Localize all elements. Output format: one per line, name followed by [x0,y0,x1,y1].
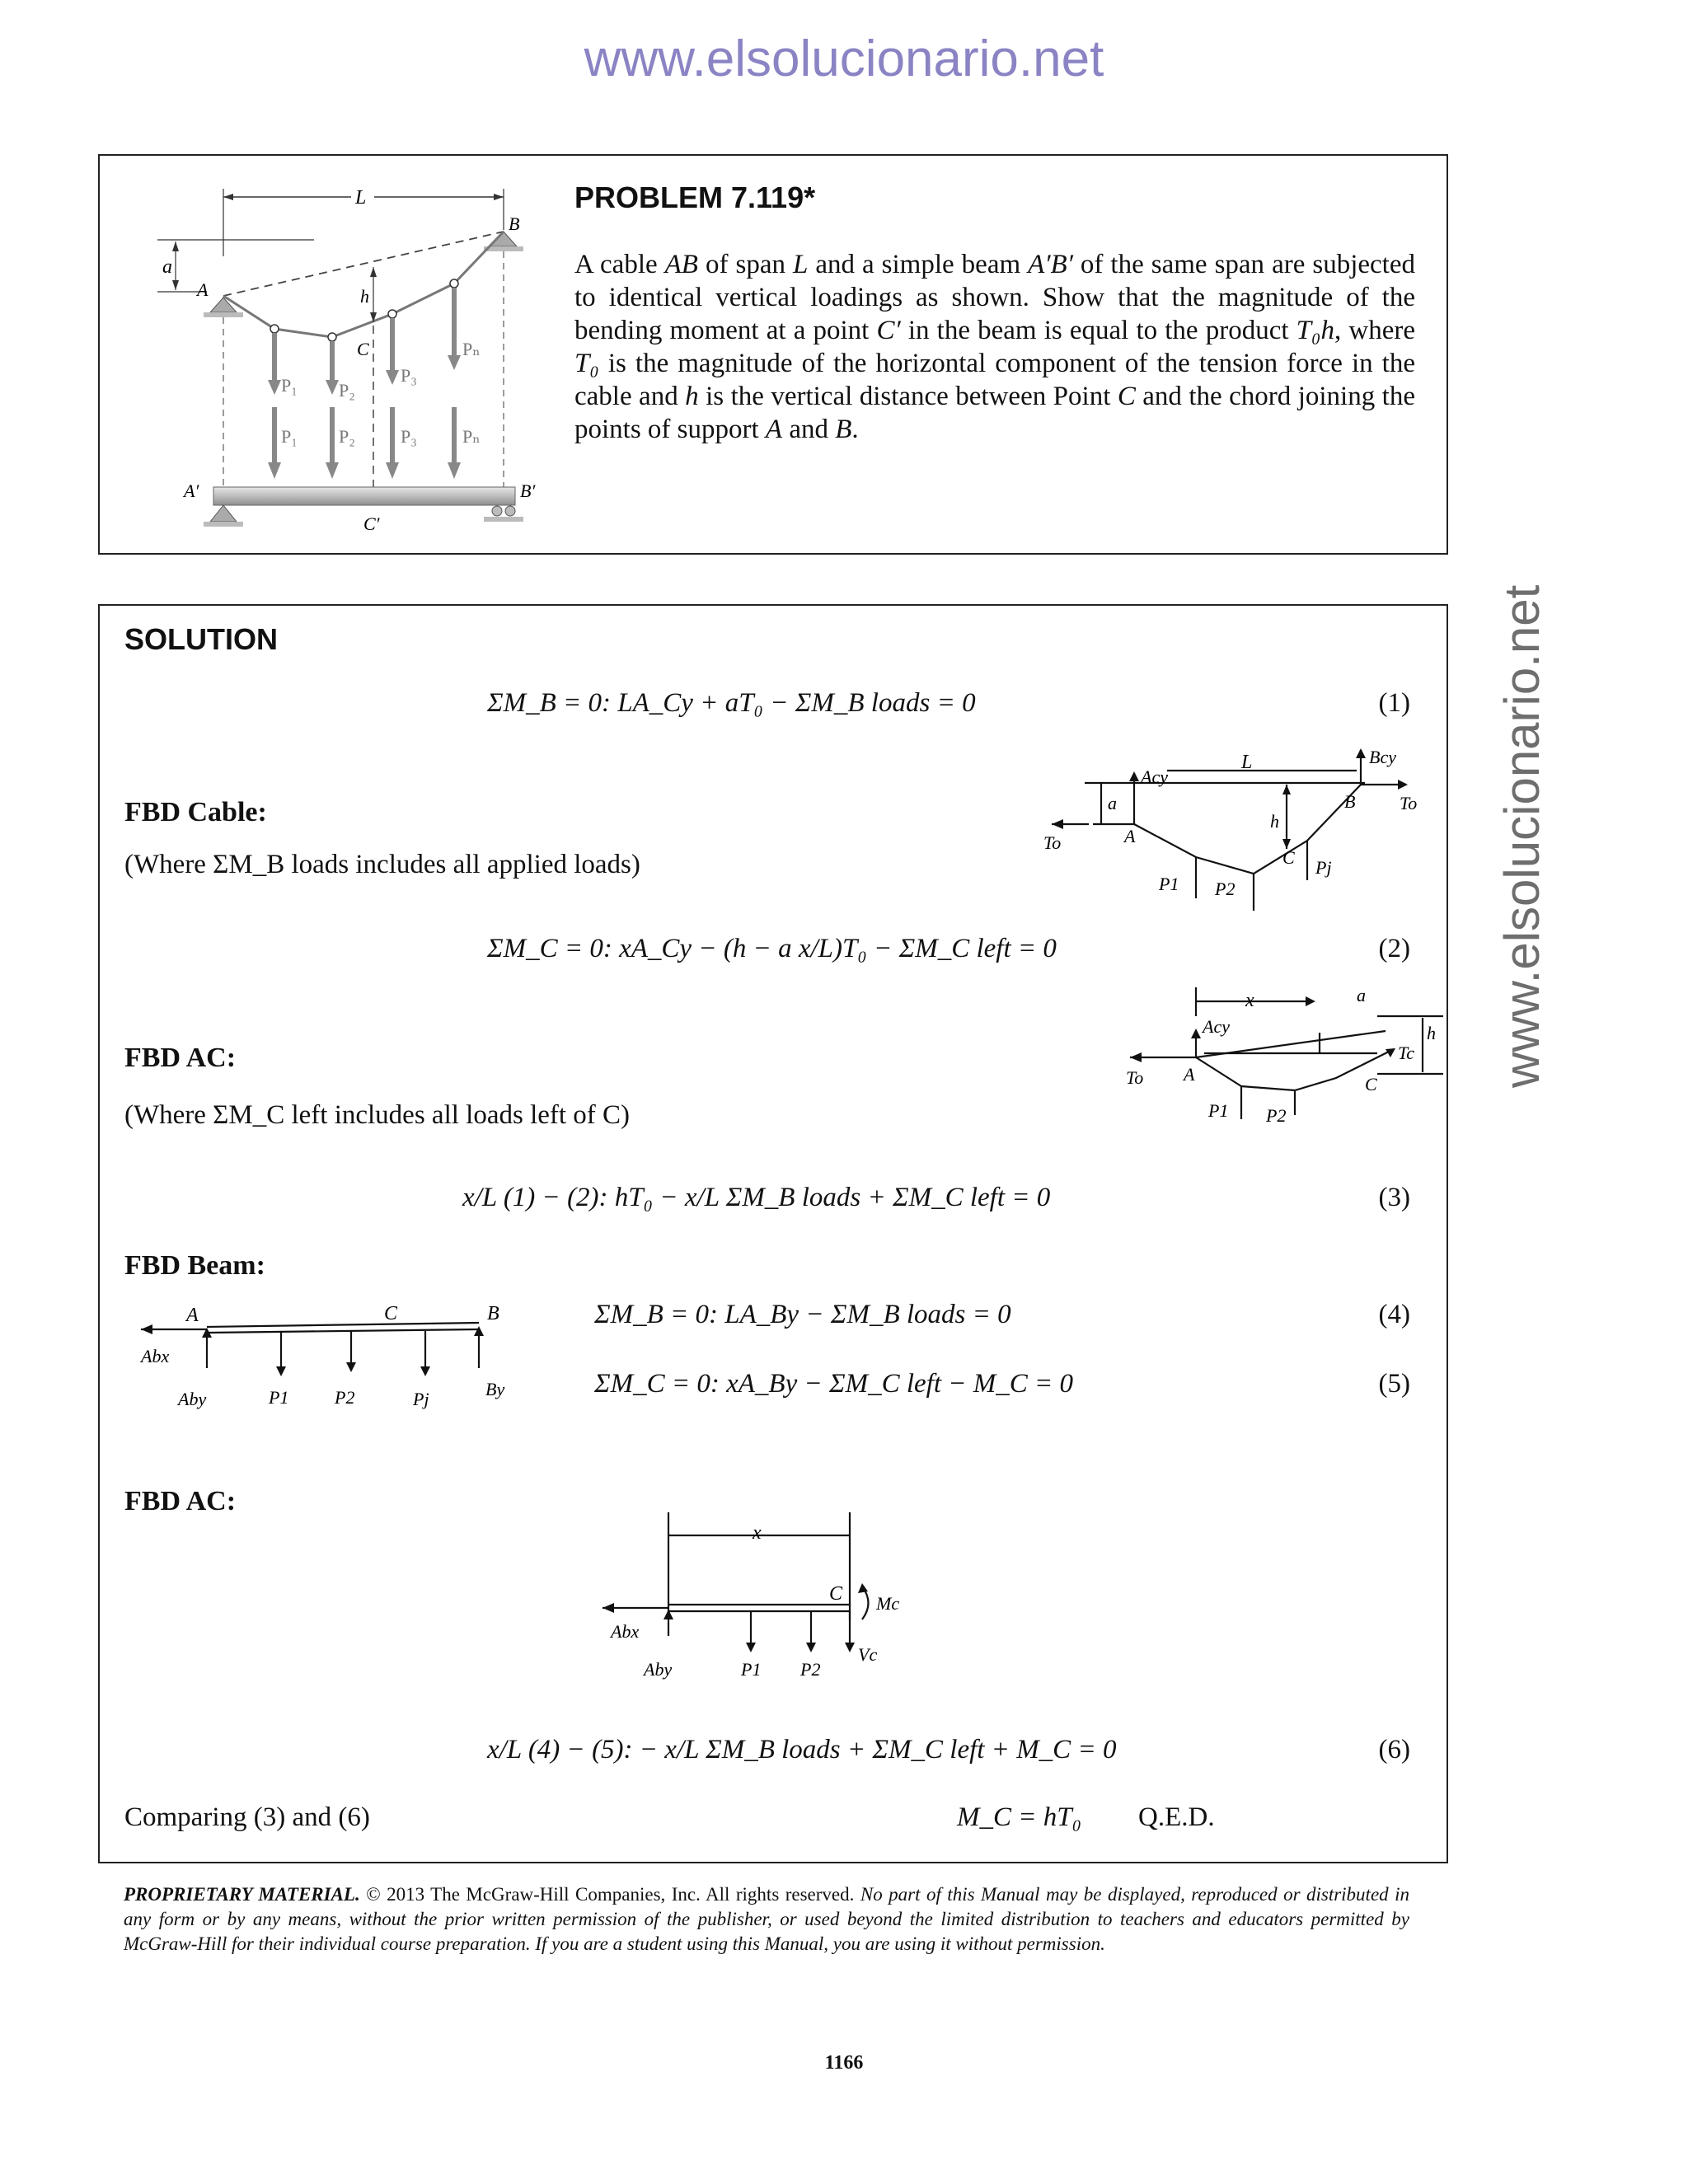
sk1-Acy: Acy [1141,766,1168,787]
sk3-C: C [384,1303,398,1324]
equation-5-number: (5) [1378,1369,1410,1399]
fig-label-C: C [357,339,369,359]
footer-rest: No part of this Manual may be displayed, reproduced or distributed in any form or by any means, without the prior written permission of the publisher, or used beyond the limited distribution to teachers and educators permitted by McGraw-Hill for their individual course preparation. If you are a student using this Manual, you are using it without permission. [124,1884,1410,1954]
fbd-ac-sketch [1031,983,1436,1148]
solution-title: SOLUTION [124,622,278,656]
equation-4: ΣM_B = 0: LA_By − ΣM_B loads = 0 [594,1300,1011,1329]
equation-1-number: (1) [1378,688,1410,718]
watermark-side: www.elsolucionario.net [1494,584,1550,1088]
sk3-P2: P2 [335,1387,355,1408]
fig-label-Pn-lower: Pₙ [462,426,481,447]
sk4-P2: P2 [800,1659,821,1680]
footer-copyright: © 2013 The McGraw-Hill Companies, Inc. All rights reserved. [359,1884,855,1905]
sk3-B: B [487,1303,499,1324]
sk1-C: C [1282,847,1295,868]
beam [213,487,515,505]
sk3-Pj: Pj [413,1389,429,1409]
page-number: 1166 [824,2052,864,2074]
fbd-beam-label: FBD Beam: [124,1250,265,1281]
sk3-Abx: Abx [141,1346,170,1366]
problem-box [98,154,1448,555]
sk2-h: h [1427,1023,1436,1043]
sk1-a: a [1108,793,1117,813]
problem-title: PROBLEM 7.119* [574,180,816,214]
footer-notice [124,1882,1409,1957]
footer-lead: PROPRIETARY MATERIAL. [124,1884,360,1905]
sk1-Bcy: Bcy [1369,747,1396,767]
sk2-Tc: Tc [1398,1043,1414,1063]
equation-4-number: (4) [1378,1300,1410,1329]
sk2-Acy: Acy [1203,1016,1230,1037]
sk1-P1: P1 [1159,874,1179,894]
fbd-ac-label: FBD AC: [124,1043,237,1073]
fig-label-P1-lower: P₁ [281,426,298,447]
sk1-P2: P2 [1215,879,1236,899]
sk4-Aby: Aby [644,1659,673,1680]
sk2-P2: P2 [1266,1105,1287,1126]
equation-6: x/L (4) − (5): − x/L ΣM_B loads + ΣM_C left + M_C = 0 [487,1735,1117,1765]
solution-box [98,604,1448,1863]
sk4-Mc: Mc [876,1593,900,1614]
sk2-a: a [1357,985,1366,1005]
fig-label-h: h [360,286,369,307]
sk1-Pj: Pj [1315,857,1332,878]
fbd-ac2-label: FBD AC: [124,1486,237,1516]
comparing-text: Comparing (3) and (6) [124,1802,370,1832]
fig-label-A-prime: A′ [184,480,199,501]
fig-label-Pn-upper: Pₙ [462,339,481,359]
fig-label-P3-lower: P₃ [401,426,417,447]
fbd-beam-sketch [116,1290,545,1422]
equation-2-number: (2) [1378,934,1410,963]
equation-2: ΣM_C = 0: xA_Cy − (h − a x/L)T₀ − ΣM_C left = 0 [487,934,1057,963]
fig-label-a: a [162,256,172,278]
fig-label-L: L [355,187,367,209]
fbd-ac2-sketch [578,1512,957,1694]
where-note-1: (Where ΣM_B loads includes all applied loads) [124,850,640,879]
fbd-cable-sketch [1035,733,1431,898]
where-note-2: (Where ΣM_C left includes all loads left of C) [124,1100,631,1130]
sk3-By: By [485,1379,505,1399]
fig-label-P1-upper: P₁ [281,375,298,396]
equation-1: ΣM_B = 0: LA_Cy + aT₀ − ΣM_B loads = 0 [487,688,976,718]
sk3-P1: P1 [269,1387,289,1408]
sk1-A: A [1124,826,1136,846]
watermark-top: www.elsolucionario.net [584,30,1104,87]
fig-label-P2-upper: P₂ [339,380,355,401]
sk1-To-right: To [1400,793,1418,813]
sk2-x: x [1245,990,1254,1011]
fbd-cable-label: FBD Cable: [124,797,267,827]
sk2-P1: P1 [1208,1100,1229,1121]
problem-figure [116,164,545,543]
sk4-P1: P1 [741,1659,762,1680]
sk2-C: C [1365,1074,1377,1094]
fig-label-B-prime: B′ [520,480,536,501]
sk4-C: C [829,1583,843,1605]
fig-label-C-prime: C′ [363,513,380,534]
equation-6-number: (6) [1378,1735,1410,1765]
sk4-Abx: Abx [611,1621,640,1642]
fig-label-B: B [509,213,520,234]
equation-3: x/L (1) − (2): hT₀ − x/L ΣM_B loads + ΣM_C left = 0 [462,1183,1051,1212]
fig-label-P3-upper: P₃ [401,365,417,386]
sk1-L: L [1241,752,1253,773]
fig-label-A: A [197,279,209,300]
equation-3-number: (3) [1378,1183,1410,1212]
sk1-h: h [1270,811,1279,832]
equation-5: ΣM_C = 0: xA_By − ΣM_C left − M_C = 0 [594,1369,1074,1399]
sk1-To-left: To [1043,832,1062,853]
qed-text: Q.E.D. [1138,1802,1215,1832]
sk3-Aby: Aby [178,1389,207,1409]
sk2-A: A [1184,1064,1195,1085]
sk2-To: To [1126,1067,1144,1088]
problem-statement: A cable AB of span L and a simple beam A′B′ of the same span are subjected to identical vertical loadings as shown. Show that the magnitude of the bending moment at a point C′ in the beam is equal to the product T₀h, where T₀ is the magnitude of the horizontal component of the tension force in the cable and h is the vertical distance between Point C and the chord joining the points of support A and B. [574,250,1415,444]
sk1-B: B [1344,791,1356,812]
fig-label-P2-lower: P₂ [339,426,355,447]
sk4-x: x [753,1522,762,1544]
sk4-Vc: Vc [858,1644,878,1665]
sk3-A: A [186,1305,199,1326]
result-equation: M_C = hT₀ [957,1802,1082,1832]
